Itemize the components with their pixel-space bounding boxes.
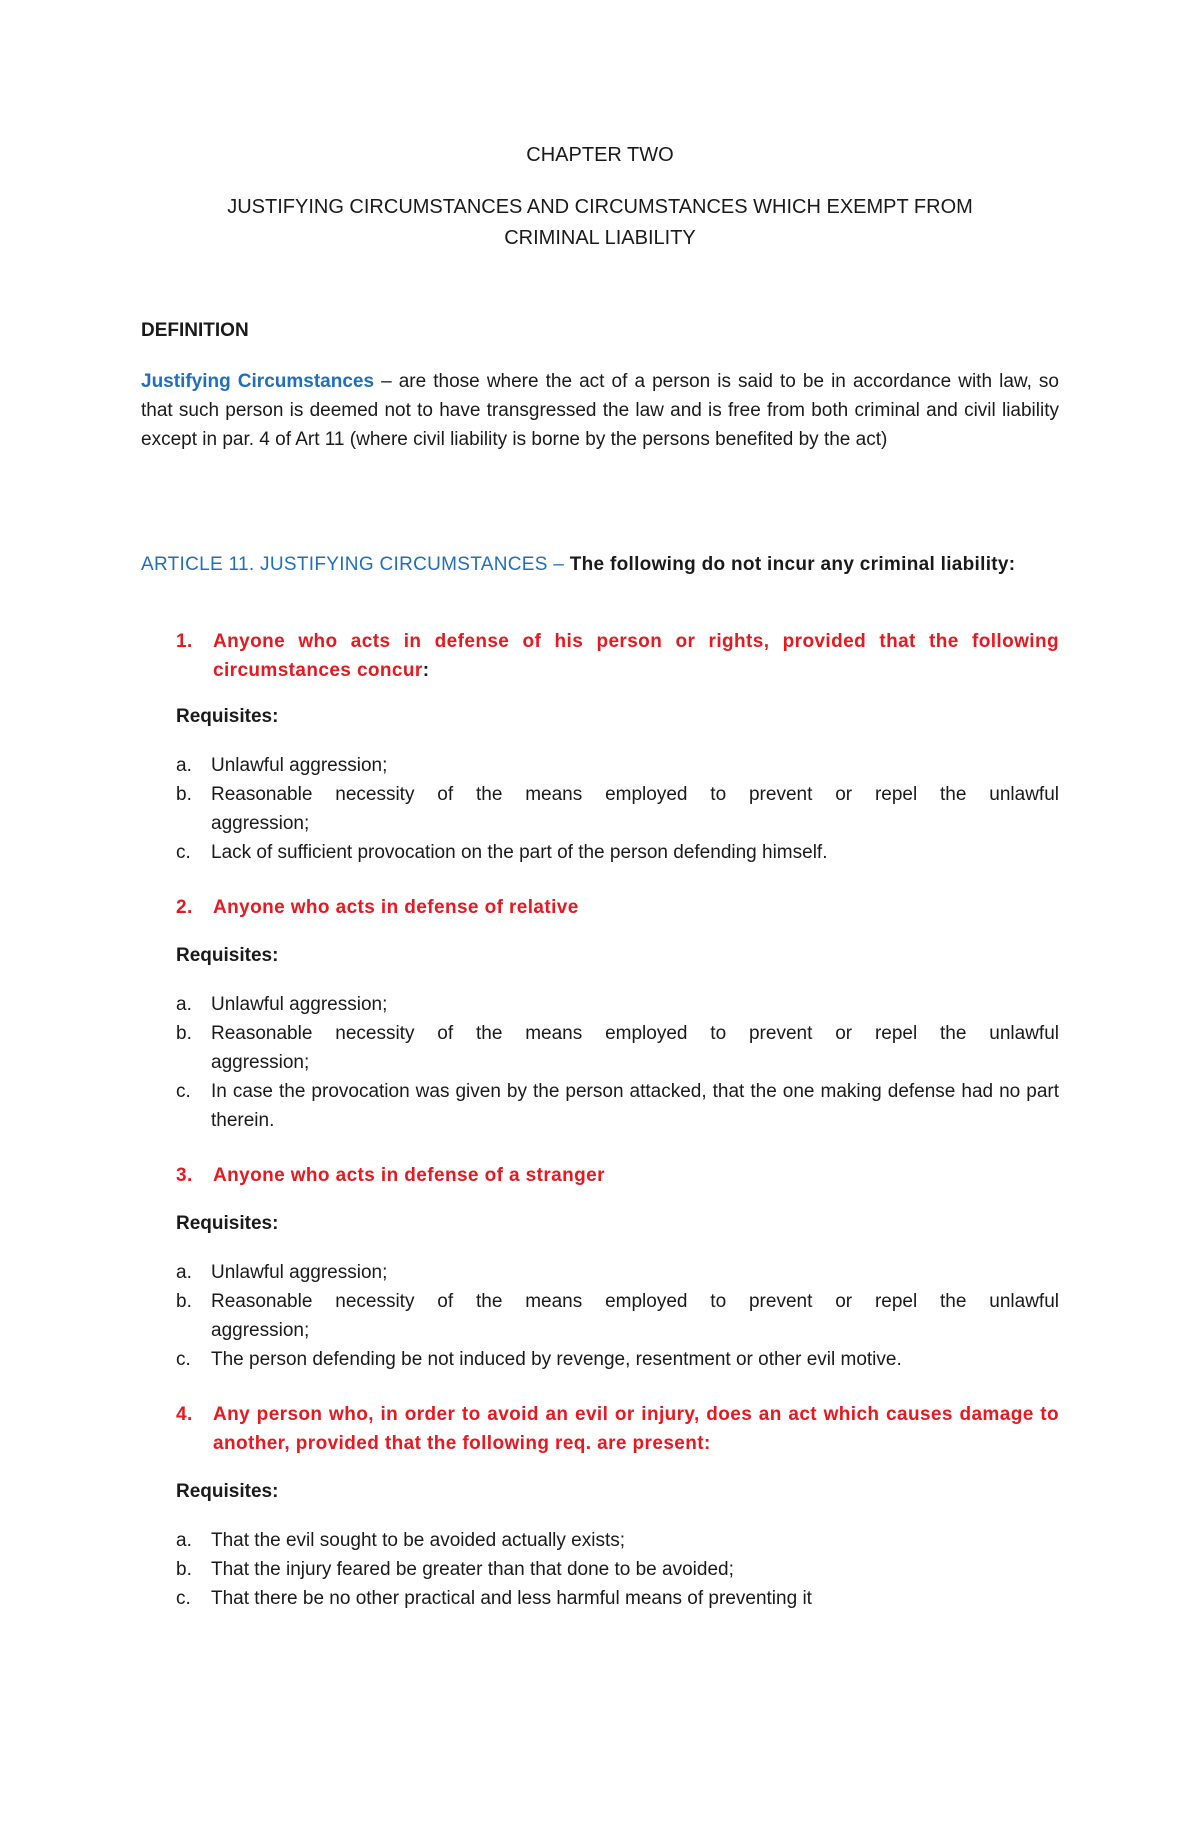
list-item [176, 1258, 1059, 1287]
list-item [176, 990, 1059, 1019]
list-letter: b. [176, 1023, 192, 1044]
list-item [176, 1077, 1059, 1135]
article-label: ARTICLE 11. JUSTIFYING CIRCUMSTANCES – [141, 554, 565, 575]
item-4-requisites-list [176, 1526, 1059, 1613]
chapter-title: CHAPTER TWO [526, 144, 674, 166]
list-item [176, 1345, 1059, 1374]
list-text-line2: aggression; [211, 1052, 310, 1073]
item-3-heading [176, 1161, 1059, 1190]
definition-text: – are those where the act of a person is said to be in accordance with law, so that such person is deemed not to have transgressed the law and is free from both criminal and civil liability except in par. 4 of Art 11 (where civil liability is borne by the persons benefited by the act) [141, 371, 1059, 450]
list-letter: a. [176, 1262, 192, 1283]
list-letter: a. [176, 1530, 192, 1551]
list-letter: c. [176, 1588, 191, 1609]
list-text-line1: Reasonable necessity of the means employed to prevent or repel the unlawful [211, 1023, 1059, 1044]
list-letter: a. [176, 994, 192, 1015]
list-item [176, 780, 1059, 838]
item-2-requisites-list [176, 990, 1059, 1135]
item-4-heading [176, 1400, 1059, 1458]
item-text: Anyone who acts in defense of relative [213, 897, 579, 918]
list-letter: b. [176, 1559, 192, 1580]
item-text: Any person who, in order to avoid an evil or injury, does an act which causes damage to another, provided that the following req. are present: [213, 1404, 1059, 1454]
list-item [176, 1526, 1059, 1555]
list-text: That there be no other practical and less harmful means of preventing it [211, 1588, 812, 1609]
item-text-suffix: : [422, 660, 430, 681]
list-text: Unlawful aggression; [211, 994, 388, 1015]
list-text-line2: aggression; [211, 813, 310, 834]
article-text: The following do not incur any criminal liability: [564, 554, 1016, 575]
list-item [176, 751, 1059, 780]
definition-term: Justifying Circumstances [141, 371, 375, 392]
list-item [176, 1555, 1059, 1584]
item-number: 2. [176, 897, 193, 918]
list-item [176, 1287, 1059, 1345]
chapter-subtitle [141, 192, 1059, 254]
list-letter: c. [176, 1349, 191, 1370]
list-letter: c. [176, 1081, 191, 1102]
item-4-requisites-label: Requisites: [176, 1481, 279, 1502]
list-letter: b. [176, 1291, 192, 1312]
list-text-line1: Reasonable necessity of the means employed to prevent or repel the unlawful [211, 1291, 1059, 1312]
list-letter: a. [176, 755, 192, 776]
list-text: In case the provocation was given by the person attacked, that the one making defense had no part therein. [211, 1081, 1059, 1131]
list-text: Lack of sufficient provocation on the part of the person defending himself. [211, 842, 828, 863]
list-item [176, 1584, 1059, 1613]
definition-heading: DEFINITION [141, 320, 249, 341]
list-text-line2: aggression; [211, 1320, 310, 1341]
item-1-requisites-label: Requisites: [176, 706, 279, 727]
item-number: 4. [176, 1404, 193, 1425]
list-text: The person defending be not induced by revenge, resentment or other evil motive. [211, 1349, 902, 1370]
chapter-subtitle-line1: JUSTIFYING CIRCUMSTANCES AND CIRCUMSTANCES WHICH EXEMPT FROM [227, 196, 973, 218]
item-3-requisites-label: Requisites: [176, 1213, 279, 1234]
item-text-main: Anyone who acts in defense of his person or rights, provided that the following circumstances concur [213, 631, 1059, 681]
item-2-heading [176, 893, 1059, 922]
list-text: Unlawful aggression; [211, 1262, 388, 1283]
item-2-requisites-label: Requisites: [176, 945, 279, 966]
article-heading [141, 550, 1059, 579]
list-text: That the evil sought to be avoided actually exists; [211, 1530, 626, 1551]
list-item [176, 838, 1059, 867]
list-text: That the injury feared be greater than that done to be avoided; [211, 1559, 734, 1580]
item-3-requisites-list [176, 1258, 1059, 1374]
list-letter: c. [176, 842, 191, 863]
item-number: 1. [176, 631, 193, 652]
item-number: 3. [176, 1165, 193, 1186]
item-text [213, 627, 1059, 685]
list-item [176, 1019, 1059, 1077]
item-1-heading [176, 627, 1059, 685]
definition-paragraph [141, 367, 1059, 454]
item-1-requisites-list [176, 751, 1059, 867]
list-text-line1: Reasonable necessity of the means employed to prevent or repel the unlawful [211, 784, 1059, 805]
list-letter: b. [176, 784, 192, 805]
list-text: Unlawful aggression; [211, 755, 388, 776]
chapter-subtitle-line2: CRIMINAL LIABILITY [504, 227, 696, 249]
item-text: Anyone who acts in defense of a stranger [213, 1165, 605, 1186]
